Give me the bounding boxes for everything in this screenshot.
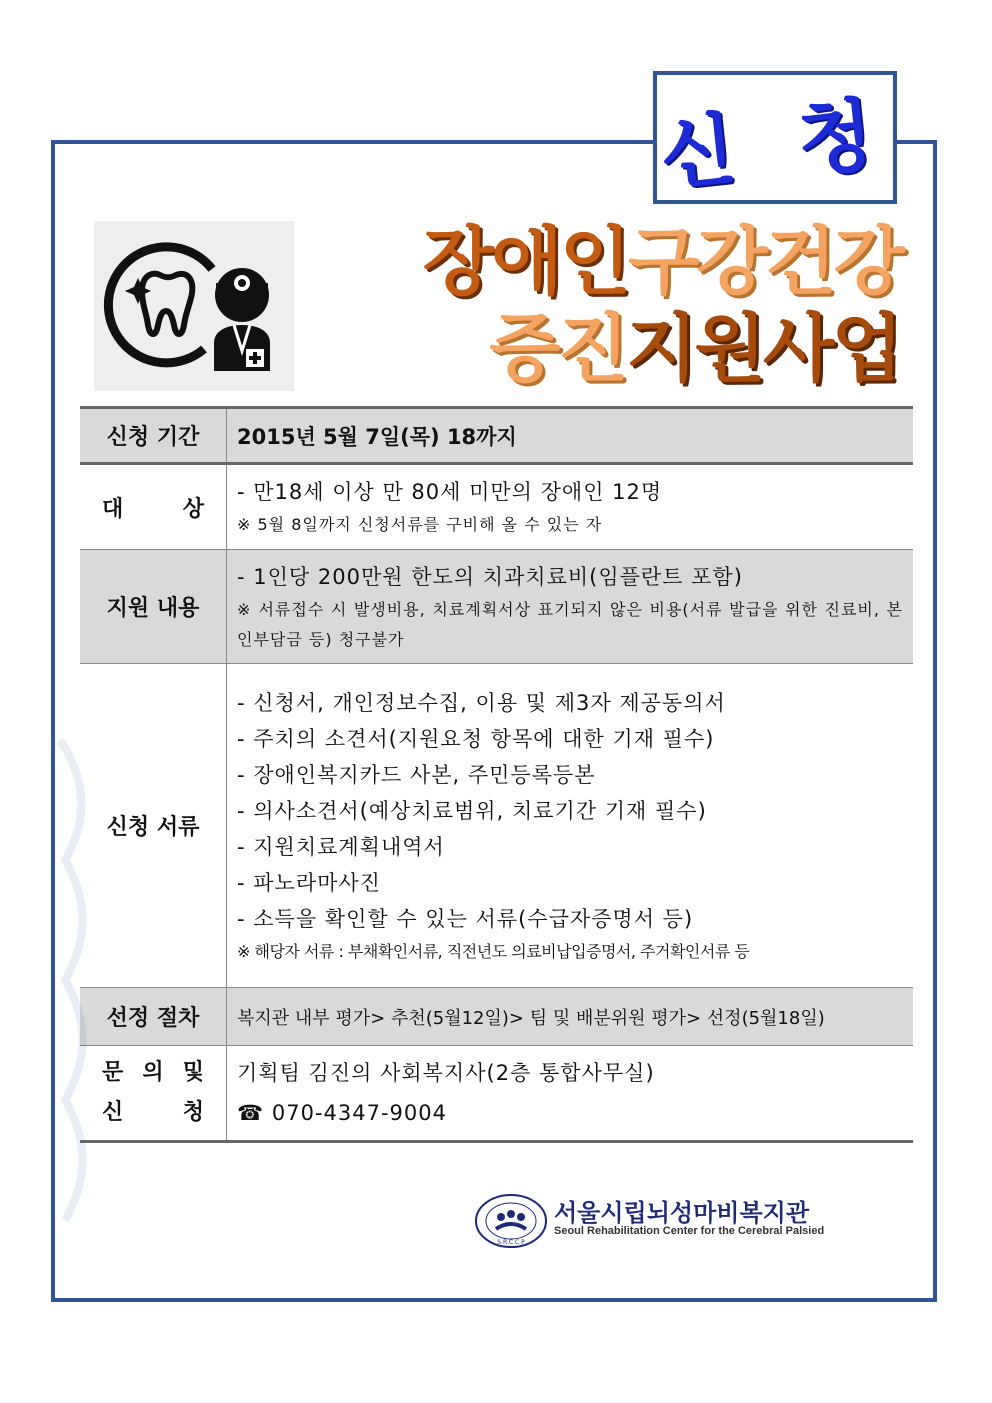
info-table — [80, 406, 913, 1143]
tooth-icon — [108, 247, 212, 363]
selection-label: 선정 절차 — [80, 988, 227, 1046]
contact-label-b0: 신 — [102, 1100, 124, 1125]
target-label — [80, 464, 227, 550]
contact-line: 기획팀 김진의 사회복지사(2층 통합사무실) — [237, 1061, 655, 1085]
documents-item: - 지원치료계획내역서 — [237, 834, 445, 859]
org-emblem-text: S.R.C.C.P — [497, 1239, 525, 1246]
title-part-disabled: 장애인 — [422, 219, 629, 305]
org-name: 서울시립뇌성마비복지관 — [554, 1199, 810, 1227]
title-line-2 — [489, 306, 900, 392]
target-label-b: 상 — [182, 496, 204, 522]
documents-note: ※ 해당자 서류 : 부채확인서류, 직전년도 의료비납입증명서, 주거확인서류 등 — [237, 941, 750, 961]
row-period — [80, 408, 913, 464]
target-label-a: 대 — [102, 496, 124, 522]
period-value: 2015년 5월 7일(목) 18까지 — [227, 408, 914, 464]
documents-item: - 주치의 소견서(지원요청 항목에 대한 기재 필수) — [237, 726, 715, 751]
dental-logo — [94, 221, 294, 391]
row-selection — [80, 988, 913, 1046]
contact-phone: 070-4347-9004 — [271, 1101, 447, 1125]
phone-icon: ☎ — [237, 1101, 265, 1125]
period-label: 신청 기간 — [80, 408, 227, 464]
contact-content — [227, 1046, 914, 1142]
doctor-icon — [214, 268, 270, 371]
contact-label-a0: 문 — [102, 1060, 124, 1085]
documents-item: - 신청서, 개인정보수집, 이용 및 제3자 제공동의서 — [237, 690, 726, 715]
documents-content — [227, 664, 914, 988]
title-part-support-project: 지원사업 — [626, 306, 900, 392]
target-line: - 만18세 이상 만 80세 미만의 장애인 12명 — [237, 480, 663, 504]
row-contact — [80, 1046, 913, 1142]
stamp-text: 신 청 — [655, 87, 896, 202]
org-logo — [474, 1193, 904, 1253]
org-emblem-icon — [474, 1193, 548, 1249]
row-documents — [80, 664, 913, 988]
contact-phone-line — [237, 1093, 903, 1133]
documents-item: - 의사소견서(예상치료범위, 치료기간 기재 필수) — [237, 798, 707, 823]
title-part-oral-health: 구강건강 — [628, 219, 902, 305]
documents-item: - 소득을 확인할 수 있는 서류(수급자증명서 등) — [237, 906, 694, 931]
contact-label-a2: 및 — [182, 1060, 204, 1085]
watermark-decoration — [55, 720, 105, 1270]
row-target — [80, 464, 913, 550]
title-line-1 — [422, 219, 902, 305]
contact-label-a1: 의 — [142, 1060, 164, 1085]
support-content — [227, 550, 914, 664]
target-content — [227, 464, 914, 550]
apply-stamp — [653, 71, 897, 204]
support-label: 지원 내용 — [80, 550, 227, 664]
documents-item: - 장애인복지카드 사본, 주민등록등본 — [237, 762, 596, 787]
title-part-promotion: 증진 — [489, 306, 627, 392]
target-note: ※ 5월 8일까지 신청서류를 구비해 올 수 있는 자 — [237, 515, 603, 534]
row-support — [80, 550, 913, 664]
support-note: ※ 서류접수 시 발생비용, 치료계획서상 표기되지 않은 비용(서류 발급을 위한 진료비, 본인부담금 등) 청구불가 — [237, 599, 903, 649]
contact-label-b1: 청 — [182, 1100, 204, 1125]
org-english-name: Seoul Rehabilitation Center for the Cerebral Palsied — [554, 1225, 825, 1237]
selection-value: 복지관 내부 평가> 추천(5월12일)> 팀 및 배분위원 평가> 선정(5월18일) — [227, 988, 914, 1046]
support-line: - 1인당 200만원 한도의 치과치료비(임플란트 포함) — [237, 564, 743, 589]
documents-label: 신청 서류 — [80, 664, 227, 988]
documents-item: - 파노라마사진 — [237, 870, 381, 895]
